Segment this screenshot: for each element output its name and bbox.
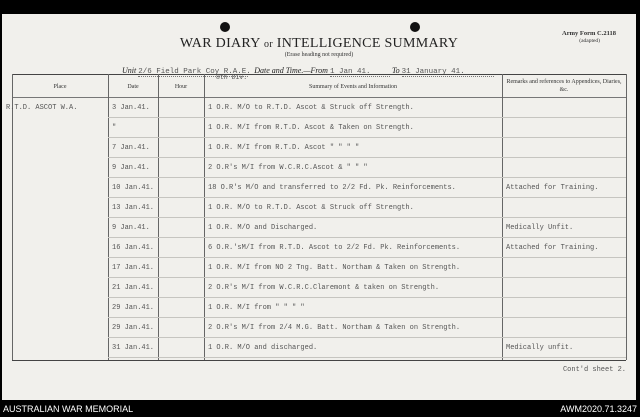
row-rule — [108, 297, 626, 298]
entry-summary: 2 O.R's M/I from W.C.R.C.Claremont & taken on Strength. — [208, 284, 440, 292]
entry-summary: 1 O.R. M/I from NO 2 Tng. Batt. Northam & Taken on Strength. — [208, 264, 461, 272]
row-rule — [108, 217, 626, 218]
unit-date-line — [122, 66, 494, 77]
col-header-summary: Summary of Events and Information — [309, 84, 397, 90]
entry-date: 29 Jan.41. — [112, 324, 155, 332]
entry-date: 17 Jan.41. — [112, 264, 155, 272]
date-from-label: Date and Time.—From — [254, 66, 328, 75]
punch-hole — [220, 22, 230, 32]
entry-date: 29 Jan.41. — [112, 304, 155, 312]
header-bottom-line — [12, 97, 626, 98]
col-header-place: Place — [53, 84, 67, 90]
title-intelligence-summary: INTELLIGENCE SUMMARY — [276, 36, 459, 51]
entry-summary: 1 O.R. M/I from R.T.D. Ascot & Taken on Strength. — [208, 124, 414, 132]
entry-summary: 1 O.R. M/O to R.T.D. Ascot & Struck off Strength. — [208, 204, 414, 212]
table-top-line — [12, 74, 626, 75]
adapted-note: (adapted) — [579, 38, 600, 44]
entry-summary: 1 O.R. M/O and discharged. — [208, 344, 318, 352]
date-from-value: 1 Jan 41. — [330, 68, 390, 77]
unit-label: Unit — [122, 66, 137, 75]
credit-accession-number: AWM2020.71.3247 — [560, 404, 637, 414]
row-rule — [108, 277, 626, 278]
entry-date: 3 Jan.41. — [112, 104, 150, 112]
row-rule — [108, 237, 626, 238]
row-rule — [108, 137, 626, 138]
credit-bar — [0, 400, 640, 417]
entry-date: 10 Jan.41. — [112, 184, 155, 192]
entry-remarks: Medically Unfit. — [506, 224, 574, 232]
credit-institution: AUSTRALIAN WAR MEMORIAL — [3, 404, 134, 414]
row-rule — [108, 357, 626, 358]
col-divider — [12, 74, 13, 360]
date-to-label: To — [391, 66, 400, 75]
row-rule — [108, 317, 626, 318]
entry-date: 13 Jan.41. — [112, 204, 155, 212]
row-rule — [108, 157, 626, 158]
entry-remarks: Attached for Training. — [506, 244, 599, 252]
row-rule — [108, 337, 626, 338]
table-bottom-line — [12, 360, 626, 361]
unit-value: 2/6 Field Park Coy R.A.E. — [138, 68, 251, 76]
entry-date: 31 Jan.41. — [112, 344, 155, 352]
punch-hole — [410, 22, 420, 32]
entry-date: 9 Jan.41. — [112, 164, 150, 172]
entry-remarks: Attached for Training. — [506, 184, 599, 192]
col-header-remarks: Remarks and references to Appendices, Diaries, &c. — [506, 79, 622, 93]
entry-place: R.T.D. ASCOT W.A. — [6, 104, 78, 112]
row-rule — [108, 197, 626, 198]
entry-summary: 1 O.R. M/O and Discharged. — [208, 224, 318, 232]
army-form-number: Army Form C.2118 — [562, 30, 616, 37]
row-rule — [108, 177, 626, 178]
col-header-date: Date — [127, 84, 139, 90]
entry-date: " — [112, 124, 117, 132]
continued-note: Cont'd sheet 2. — [562, 366, 626, 374]
division-note: 8th Div. — [216, 74, 248, 81]
entry-summary: 1 O.R. M/I from R.T.D. Ascot " " " " — [208, 144, 360, 152]
page-title — [2, 36, 636, 52]
title-war-diary: WAR DIARY — [179, 36, 261, 51]
war-diary-sheet — [2, 14, 636, 400]
entry-summary: 6 O.R.'sM/I from R.T.D. Ascot to 2/2 Fd. Pk. Reinforcements. — [208, 244, 461, 252]
entry-date: 7 Jan.41. — [112, 144, 150, 152]
entry-remarks: Medically unfit. — [506, 344, 574, 352]
entry-summary: 2 O.R's M/I from W.C.R.C.Ascot & " " " — [208, 164, 368, 172]
entry-summary: 1 O.R. M/O to R.T.D. Ascot & Struck off Strength. — [208, 104, 414, 112]
col-header-hour: Hour — [174, 84, 188, 90]
date-to-value: 31 January 41. — [402, 68, 494, 77]
row-rule — [108, 257, 626, 258]
title-or: or — [264, 39, 273, 50]
entry-date: 9 Jan.41. — [112, 224, 150, 232]
entry-summary: 1 O.R. M/I from " " " " — [208, 304, 305, 312]
col-divider — [626, 74, 627, 360]
entry-date: 16 Jan.41. — [112, 244, 155, 252]
subtitle: (Erase heading not required) — [284, 52, 354, 58]
entry-summary: 18 O.R's M/O and transferred to 2/2 Fd. Pk. Reinforcements. — [208, 184, 456, 192]
row-rule — [108, 117, 626, 118]
entry-summary: 2 O.R's M/I from 2/4 M.G. Batt. Northam & Taken on Strength. — [208, 324, 461, 332]
entry-date: 21 Jan.41. — [112, 284, 155, 292]
